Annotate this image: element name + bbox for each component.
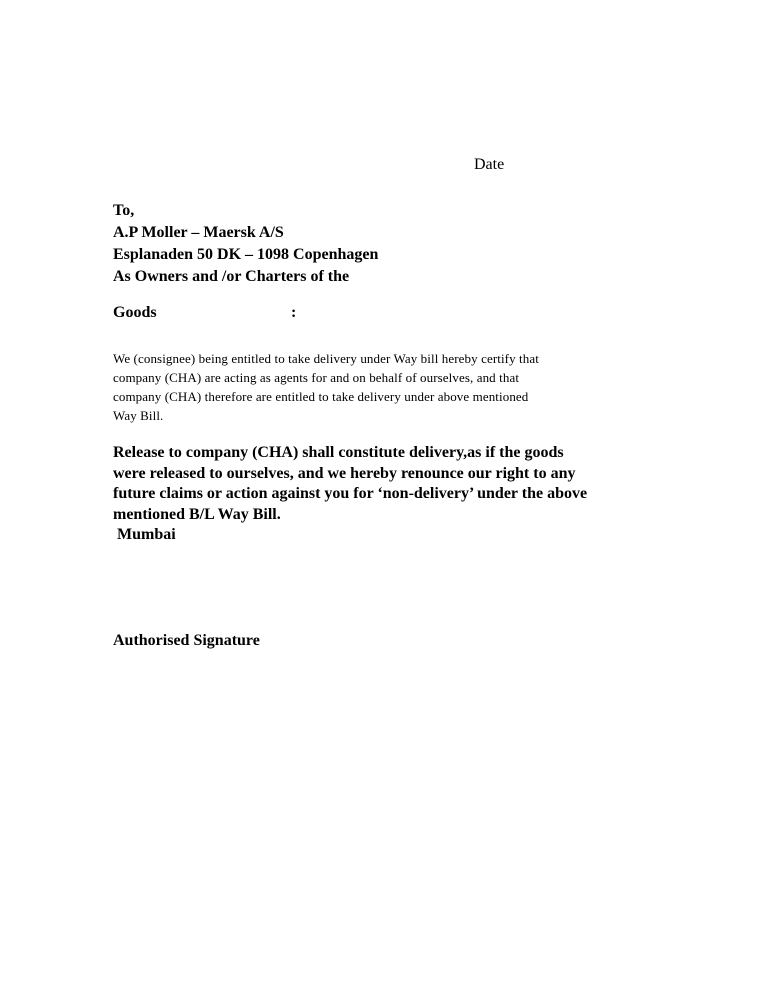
salutation: To, <box>113 202 135 219</box>
release-paragraph <box>113 443 673 525</box>
paragraph-line: Way Bill. <box>113 408 164 423</box>
paragraph-line: company (CHA) therefore are entitled to take delivery under above mentioned <box>113 389 529 404</box>
recipient-address: Esplanaden 50 DK – 1098 Copenhagen <box>113 246 379 263</box>
date-label: Date <box>474 156 505 173</box>
recipient-address-block <box>113 200 378 288</box>
paragraph-line: Release to company (CHA) shall constitute delivery,as if the goods <box>113 444 564 461</box>
goods-line <box>113 302 297 324</box>
paragraph-line: future claims or action against you for ‘non-delivery’ under the above <box>113 485 588 502</box>
signature-label: Authorised Signature <box>113 632 260 649</box>
recipient-capacity: As Owners and /or Charters of the <box>113 268 350 285</box>
certification-paragraph <box>113 349 653 425</box>
recipient-name: A.P Moller – Maersk A/S <box>113 224 284 241</box>
paragraph-line: We (consignee) being entitled to take delivery under Way bill hereby certify that <box>113 351 539 366</box>
goods-separator: : <box>291 304 297 321</box>
goods-label: Goods <box>113 304 157 321</box>
city-name: Mumbai <box>113 526 176 543</box>
paragraph-line: were released to ourselves, and we hereby renounce our right to any <box>113 464 576 482</box>
paragraph-line: mentioned B/L Way Bill. <box>113 505 281 523</box>
paragraph-line: company (CHA) are acting as agents for and on behalf of ourselves, and that <box>113 370 520 385</box>
